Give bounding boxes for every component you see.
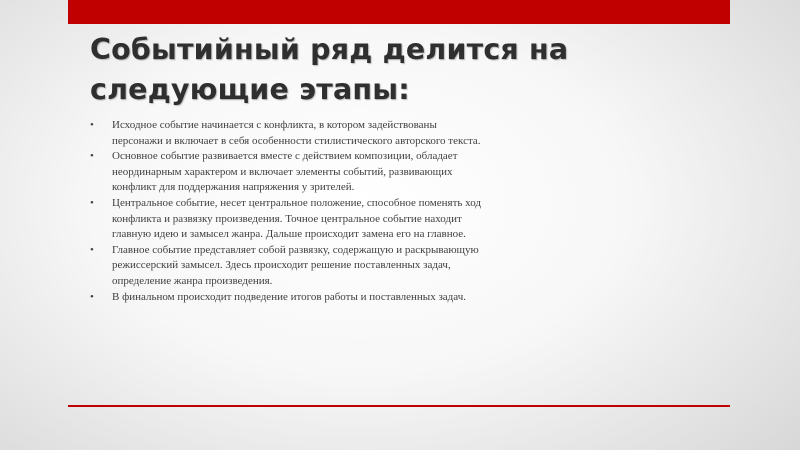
bullet-item [90, 118, 490, 149]
bullet-dot-icon: • [90, 243, 94, 256]
bullet-dot-icon: • [90, 150, 94, 163]
bullet-text: Исходное событие начинается с конфликта, в котором задействованы персонажи и включает в себя особенности стилистического авторского текста. [112, 119, 481, 147]
bullet-dot-icon: • [90, 119, 94, 131]
top-accent-bar [68, 0, 730, 24]
bullet-item [90, 290, 490, 306]
slide-title: Событийный ряд делится на следующие этапы: [90, 33, 569, 106]
bullet-dot-icon: • [90, 290, 94, 303]
bullet-item [90, 243, 490, 290]
bullet-item [90, 196, 490, 243]
bullet-dot-icon: • [90, 196, 94, 209]
bullet-text: Центральное событие, несет центральное положение, способное поменять ход конфликта и развязку произведения. Точное центральное событие находит главную идею и замысел жанра. Дальше происходит замена его на главное. [112, 196, 481, 241]
bullet-text: В финальном происходит подведение итогов работы и поставленных задач. [112, 290, 466, 303]
bullet-item [90, 149, 490, 196]
bullet-list [90, 118, 490, 305]
bullet-text: Основное событие развивается вместе с действием композиции, обладает неординарным характером и включает элементы событий, развивающих конфликт для поддержания напряжения у зрителей. [112, 150, 458, 194]
bullet-text: Главное событие представляет собой развязку, содержащую и раскрывающую режиссерский замысел. Здесь происходит решение поставленных задач, определение жанра произведения. [112, 243, 479, 287]
bottom-accent-line [68, 405, 730, 407]
